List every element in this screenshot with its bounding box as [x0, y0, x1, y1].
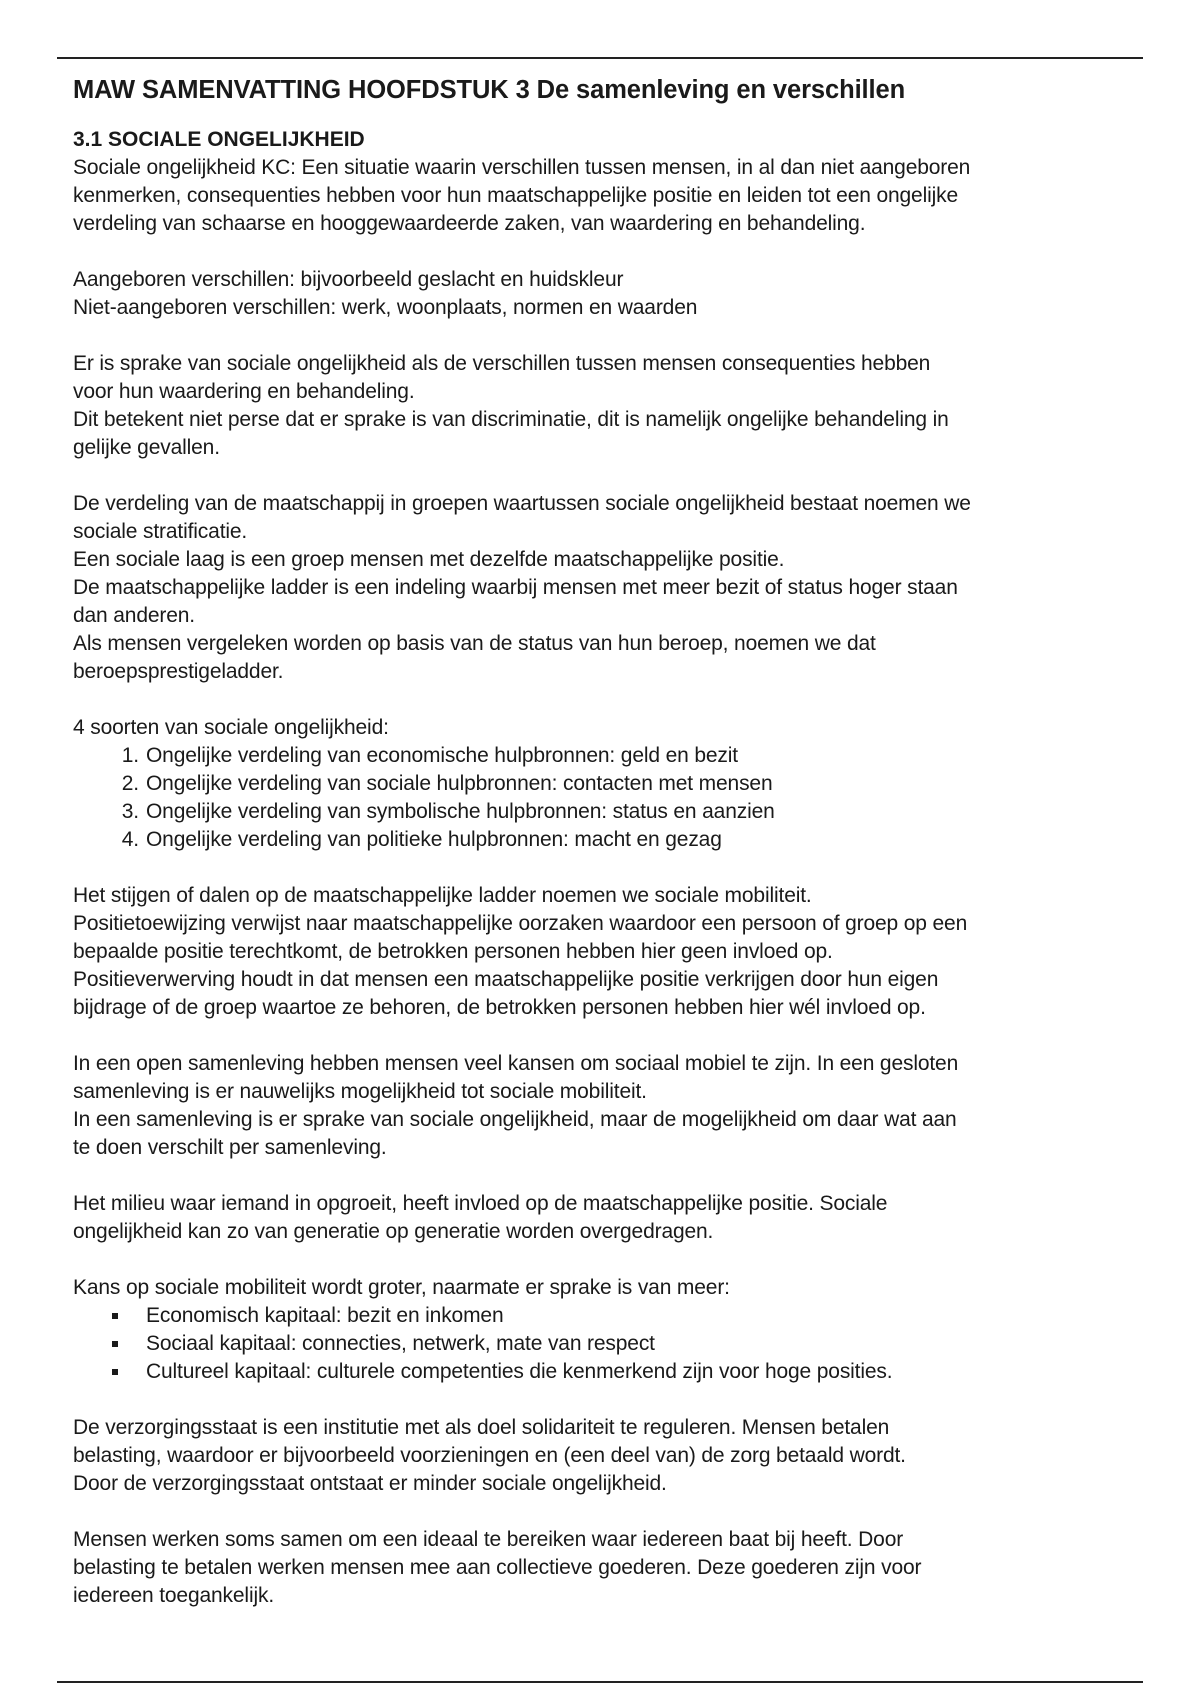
list-item	[73, 1330, 1148, 1358]
paragraph-consequences	[73, 350, 1148, 462]
text-line: kenmerken, consequenties hebben voor hun maatschappelijke positie en leiden tot een ongelijke	[73, 184, 958, 207]
document-page	[73, 72, 1148, 1638]
list-number: 1.	[121, 744, 139, 767]
text-line: samenleving is er nauwelijks mogelijkheid tot sociale mobiliteit.	[73, 1080, 647, 1103]
text-line: Aangeboren verschillen: bijvoorbeeld geslacht en huidskleur	[73, 268, 624, 291]
text-line: Als mensen vergeleken worden op basis van de status van hun beroep, noemen we dat	[73, 632, 876, 655]
text-line: Er is sprake van sociale ongelijkheid als de verschillen tussen mensen consequenties hebben	[73, 352, 931, 375]
text-line: te doen verschilt per samenleving.	[73, 1136, 387, 1159]
ordered-list-intro: 4 soorten van sociale ongelijkheid:	[73, 716, 389, 739]
list-item-text: Ongelijke verdeling van politieke hulpbronnen: macht en gezag	[146, 828, 722, 851]
text-line: sociale stratificatie.	[73, 520, 248, 543]
list-item-text: Economisch kapitaal: bezit en inkomen	[146, 1304, 504, 1327]
text-line: gelijke gevallen.	[73, 436, 220, 459]
text-line: belasting te betalen werken mensen mee aan collectieve goederen. Deze goederen zijn voor	[73, 1556, 922, 1579]
paragraph-stratification	[73, 490, 1148, 686]
bullet-list-intro: Kans op sociale mobiliteit wordt groter, naarmate er sprake is van meer:	[73, 1276, 730, 1299]
text-line: Sociale ongelijkheid KC: Een situatie waarin verschillen tussen mensen, in al dan niet aangeboren	[73, 156, 971, 179]
square-bullet-icon	[112, 1369, 118, 1375]
paragraph-open-society	[73, 1050, 1148, 1162]
text-line: In een samenleving is er sprake van sociale ongelijkheid, maar de mogelijkheid om daar wat aan	[73, 1108, 957, 1131]
bottom-rule	[57, 1681, 1143, 1683]
text-line: Door de verzorgingsstaat ontstaat er minder sociale ongelijkheid.	[73, 1472, 667, 1495]
list-item	[73, 1358, 1148, 1386]
page-title: MAW SAMENVATTING HOOFDSTUK 3 De samenleving en verschillen	[73, 76, 906, 104]
list-item	[73, 742, 1148, 770]
paragraph-definition	[73, 154, 1148, 238]
list-item-text: Ongelijke verdeling van symbolische hulpbronnen: status en aanzien	[146, 800, 775, 823]
list-item	[73, 826, 1148, 854]
text-line: Mensen werken soms samen om een ideaal te bereiken waar iedereen baat bij heeft. Door	[73, 1528, 904, 1551]
text-line: In een open samenleving hebben mensen veel kansen om sociaal mobiel te zijn. In een gesloten	[73, 1052, 959, 1075]
list-item	[73, 1302, 1148, 1330]
paragraph-milieu	[73, 1190, 1148, 1246]
list-number: 3.	[121, 800, 139, 823]
list-item-text: Ongelijke verdeling van sociale hulpbronnen: contacten met mensen	[146, 772, 773, 795]
ordered-list-inequality-types	[73, 742, 1148, 854]
text-line: De maatschappelijke ladder is een indeling waarbij mensen met meer bezit of status hoger staan	[73, 576, 958, 599]
list-number: 2.	[121, 772, 139, 795]
text-line: Positieverwerving houdt in dat mensen een maatschappelijke positie verkrijgen door hun eigen	[73, 968, 939, 991]
text-line: Het stijgen of dalen op de maatschappelijke ladder noemen we sociale mobiliteit.	[73, 884, 812, 907]
text-line: bepaalde positie terechtkomt, de betrokken personen hebben hier geen invloed op.	[73, 940, 833, 963]
paragraph-welfare-state	[73, 1414, 1148, 1498]
section-heading: 3.1 SOCIALE ONGELIJKHEID	[73, 128, 365, 151]
text-line: ongelijkheid kan zo van generatie op generatie worden overgedragen.	[73, 1220, 714, 1243]
text-line: Dit betekent niet perse dat er sprake is van discriminatie, dit is namelijk ongelijke behandeling in	[73, 408, 949, 431]
square-bullet-icon	[112, 1313, 118, 1319]
text-line: Een sociale laag is een groep mensen met dezelfde maatschappelijke positie.	[73, 548, 785, 571]
text-line: iedereen toegankelijk.	[73, 1584, 275, 1607]
text-line: belasting, waardoor er bijvoorbeeld voorzieningen en (een deel van) de zorg betaald wordt.	[73, 1444, 906, 1467]
list-number: 4.	[121, 828, 139, 851]
text-line: Niet-aangeboren verschillen: werk, woonplaats, normen en waarden	[73, 296, 698, 319]
text-line: verdeling van schaarse en hooggewaardeerde zaken, van waardering en behandeling.	[73, 212, 866, 235]
bullet-list-capital	[73, 1302, 1148, 1386]
paragraph-collective-goods	[73, 1526, 1148, 1610]
list-item	[73, 798, 1148, 826]
paragraph-differences	[73, 266, 1148, 322]
list-item-text: Ongelijke verdeling van economische hulpbronnen: geld en bezit	[146, 744, 738, 767]
list-item-text: Sociaal kapitaal: connecties, netwerk, mate van respect	[146, 1332, 655, 1355]
text-line: De verdeling van de maatschappij in groepen waartussen sociale ongelijkheid bestaat noemen we	[73, 492, 971, 515]
text-line: dan anderen.	[73, 604, 195, 627]
text-line: bijdrage of de groep waartoe ze behoren, de betrokken personen hebben hier wél invloed op.	[73, 996, 926, 1019]
text-line: Positietoewijzing verwijst naar maatschappelijke oorzaken waardoor een persoon of groep op een	[73, 912, 968, 935]
text-line: beroepsprestigeladder.	[73, 660, 284, 683]
text-line: Het milieu waar iemand in opgroeit, heeft invloed op de maatschappelijke positie. Sociale	[73, 1192, 888, 1215]
text-line: De verzorgingsstaat is een institutie met als doel solidariteit te reguleren. Mensen betalen	[73, 1416, 890, 1439]
paragraph-mobility	[73, 882, 1148, 1022]
list-item-text: Cultureel kapitaal: culturele competenties die kenmerkend zijn voor hoge posities.	[146, 1360, 893, 1383]
text-line: voor hun waardering en behandeling.	[73, 380, 415, 403]
list-item	[73, 770, 1148, 798]
top-rule	[57, 57, 1143, 59]
square-bullet-icon	[112, 1341, 118, 1347]
